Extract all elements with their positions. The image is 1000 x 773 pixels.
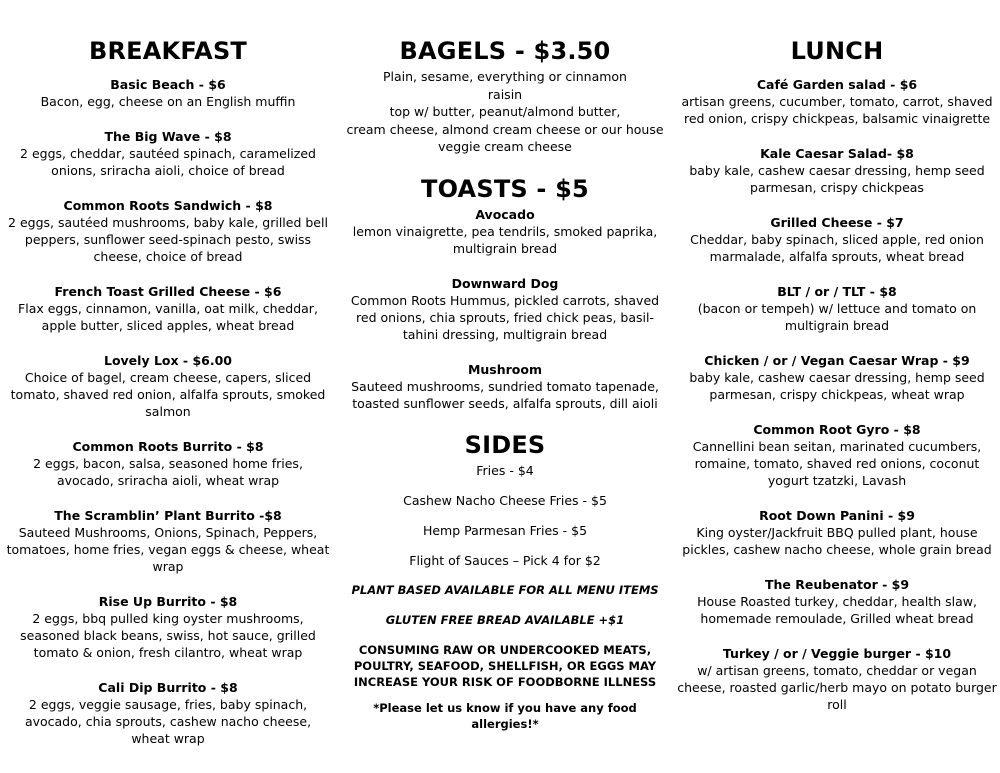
item-description: Choice of bagel, cream cheese, capers, sliced tomato, shaved red onion, alfalfa sprouts, smoked salmon bbox=[10, 370, 326, 419]
item-name: Root Down Panini - $9 bbox=[759, 508, 915, 523]
menu-item bbox=[340, 275, 670, 343]
item-name: Downward Dog bbox=[451, 275, 559, 291]
item-description: Flax eggs, cinnamon, vanilla, oat milk, cheddar, apple butter, sliced apples, wheat bread bbox=[18, 301, 318, 333]
bagels-line: cream cheese, almond cream cheese or our house bbox=[346, 121, 664, 137]
warning-line: INCREASE YOUR RISK OF FOODBORNE ILLNESS bbox=[353, 674, 657, 689]
item-description: artisan greens, cucumber, tomato, carrot, shaved red onion, crispy chickpeas, balsamic vinaigrette bbox=[681, 94, 993, 126]
item-name: Avocado bbox=[475, 206, 535, 222]
bagels-line: Plain, sesame, everything or cinnamon bbox=[382, 69, 627, 84]
item-name: Common Root Gyro - $8 bbox=[753, 422, 921, 437]
item-name: Kale Caesar Salad- $8 bbox=[760, 146, 914, 161]
menu-item bbox=[676, 645, 998, 713]
gluten-free-note: GLUTEN FREE BREAD AVAILABLE +$1 bbox=[385, 612, 625, 627]
item-description: w/ artisan greens, tomato, cheddar or vegan cheese, roasted garlic/herb mayo on potato burger roll bbox=[677, 663, 997, 712]
item-name: Common Roots Sandwich - $8 bbox=[63, 198, 273, 213]
breakfast-column bbox=[4, 36, 332, 765]
item-name: Grilled Cheese - $7 bbox=[770, 215, 904, 230]
menu-item bbox=[676, 145, 998, 196]
warning-line: POULTRY, SEAFOOD, SHELLFISH, OR EGGS MAY bbox=[353, 658, 657, 673]
bagels-line: top w/ butter, peanut/almond butter, bbox=[389, 104, 621, 119]
menu-item bbox=[676, 76, 998, 127]
menu-item bbox=[676, 214, 998, 265]
menu-item bbox=[4, 679, 332, 747]
menu-item bbox=[676, 421, 998, 489]
item-description: 2 eggs, bacon, salsa, seasoned home fries, avocado, sriracha aioli, wheat wrap bbox=[33, 456, 303, 488]
menu-item bbox=[676, 507, 998, 558]
plant-based-note: PLANT BASED AVAILABLE FOR ALL MENU ITEMS bbox=[351, 582, 659, 597]
item-description: (bacon or tempeh) w/ lettuce and tomato on multigrain bread bbox=[697, 301, 977, 333]
sides-title: SIDES bbox=[464, 430, 546, 459]
bagels-description bbox=[340, 68, 670, 156]
menu-item bbox=[4, 283, 332, 334]
item-description: 2 eggs, veggie sausage, fries, baby spinach, avocado, chia sprouts, cashew nacho cheese, wheat wrap bbox=[24, 697, 312, 746]
menu-item bbox=[676, 576, 998, 627]
item-description: Bacon, egg, cheese on an English muffin bbox=[40, 94, 296, 109]
item-name: Basic Beach - $6 bbox=[110, 77, 226, 92]
menu-item bbox=[4, 128, 332, 179]
menu-item bbox=[676, 352, 998, 403]
middle-column bbox=[340, 36, 670, 732]
item-name: Lovely Lox - $6.00 bbox=[103, 353, 232, 368]
side-item: Fries - $4 bbox=[476, 462, 534, 478]
item-name: Rise Up Burrito - $8 bbox=[98, 594, 238, 609]
side-item: Hemp Parmesan Fries - $5 bbox=[422, 522, 588, 538]
item-name: Cali Dip Burrito - $8 bbox=[98, 680, 238, 695]
menu-item bbox=[4, 593, 332, 661]
menu-item bbox=[4, 76, 332, 110]
breakfast-title: BREAKFAST bbox=[88, 37, 247, 65]
menu-item bbox=[340, 206, 670, 257]
menu-item bbox=[4, 352, 332, 420]
item-name: The Scramblin’ Plant Burrito -$8 bbox=[54, 508, 282, 523]
item-name: Café Garden salad - $6 bbox=[756, 77, 918, 92]
item-name: Common Roots Burrito - $8 bbox=[72, 439, 264, 454]
item-description: 2 eggs, bbq pulled king oyster mushrooms, seasoned black beans, swiss, hot sauce, grilled tomato & onion, fresh cilantro, wheat wrap bbox=[20, 611, 316, 660]
menu-item bbox=[4, 438, 332, 489]
item-description: lemon vinaigrette, pea tendrils, smoked paprika, multigrain bread bbox=[352, 223, 658, 256]
allergy-note: *Please let us know if you have any food allergies!* bbox=[373, 700, 637, 731]
menu-item bbox=[676, 283, 998, 334]
item-name: Chicken / or / Vegan Caesar Wrap - $9 bbox=[704, 353, 970, 368]
bagels-line: veggie cream cheese bbox=[438, 139, 572, 154]
bagels-line: raisin bbox=[487, 86, 523, 102]
warning-line: CONSUMING RAW OR UNDERCOOKED MEATS, bbox=[358, 642, 652, 657]
item-description: baby kale, cashew caesar dressing, hemp seed parmesan, crispy chickpeas, wheat wrap bbox=[689, 370, 985, 402]
side-item: Flight of Sauces – Pick 4 for $2 bbox=[409, 552, 601, 568]
menu-item bbox=[4, 197, 332, 265]
item-name: The Reubenator - $9 bbox=[764, 577, 910, 592]
item-name: French Toast Grilled Cheese - $6 bbox=[54, 284, 282, 299]
bagels-title: BAGELS - $3.50 bbox=[399, 37, 611, 65]
item-description: Sauteed mushrooms, sundried tomato tapenade, toasted sunflower seeds, alfalfa sprouts, dill aioli bbox=[351, 378, 659, 411]
item-description: Common Roots Hummus, pickled carrots, shaved red onions, chia sprouts, fried chick peas, basil-tahini dressing, multigrain bread bbox=[350, 292, 660, 342]
item-description: House Roasted turkey, cheddar, health slaw, homemade remoulade, Grilled wheat bread bbox=[697, 594, 977, 626]
item-name: Turkey / or / Veggie burger - $10 bbox=[722, 646, 952, 661]
item-description: 2 eggs, sautéed mushrooms, baby kale, grilled bell peppers, sunflower seed-spinach pesto, swiss cheese, choice of bread bbox=[8, 215, 328, 264]
item-description: 2 eggs, cheddar, sautéed spinach, caramelized onions, sriracha aioli, choice of bread bbox=[20, 146, 316, 178]
item-name: Mushroom bbox=[467, 361, 543, 377]
item-description: Cannellini bean seitan, marinated cucumbers, romaine, tomato, shaved red onions, coconut yogurt tzatzki, Lavash bbox=[692, 439, 982, 488]
foodborne-warning bbox=[340, 642, 670, 690]
menu-item bbox=[340, 361, 670, 412]
side-item: Cashew Nacho Cheese Fries - $5 bbox=[403, 492, 607, 508]
lunch-column bbox=[676, 36, 998, 731]
lunch-title: LUNCH bbox=[790, 37, 884, 65]
toasts-title: TOASTS - $5 bbox=[421, 174, 589, 203]
item-name: The Big Wave - $8 bbox=[104, 129, 232, 144]
item-description: King oyster/Jackfruit BBQ pulled plant, house pickles, cashew nacho cheese, whole grain bread bbox=[682, 525, 992, 557]
item-description: Cheddar, baby spinach, sliced apple, red onion marmalade, alfalfa sprouts, wheat bread bbox=[690, 232, 984, 264]
item-name: BLT / or / TLT - $8 bbox=[777, 284, 897, 299]
item-description: baby kale, cashew caesar dressing, hemp seed parmesan, crispy chickpeas bbox=[689, 163, 985, 195]
item-description: Sauteed Mushrooms, Onions, Spinach, Peppers, tomatoes, home fries, vegan eggs & cheese, wheat wrap bbox=[6, 525, 330, 574]
menu-item bbox=[4, 507, 332, 575]
